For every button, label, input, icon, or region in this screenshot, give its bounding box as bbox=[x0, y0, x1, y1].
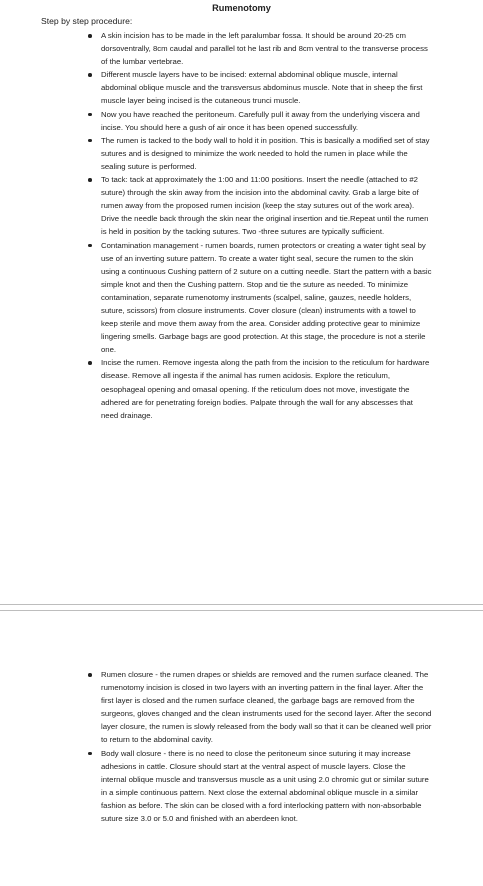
procedure-step bbox=[101, 173, 432, 238]
bullet-icon bbox=[88, 752, 92, 756]
procedure-subheading: Step by step procedure: bbox=[41, 16, 133, 26]
procedure-step bbox=[101, 29, 432, 68]
procedure-step bbox=[101, 747, 432, 826]
bullet-icon bbox=[88, 113, 92, 117]
procedure-step bbox=[101, 134, 432, 173]
bullet-icon bbox=[88, 34, 92, 38]
procedure-step-text: Contamination management - rumen boards, rumen protectors or creating a water tight seal by use of an inverting suture pattern. To create a water tight seal, secure the rumen to the skin using a continuous Cushing pattern of 2 suture on a cutting needle. Start the pattern with a basic simple knot and then the Cushing pattern. Stop and tie the suture as needed. To minimize contamination, separate rumenotomy instruments (scalpel, saline, gauzes, needle holders, suture, scissors) from closure instruments. Cover closure (clean) instruments with a towel to keep sterile and move them away from the area. Consider adding protective gear to minimize lingering smells. Garbage bags are good protection. At this stage, the procedure is not a sterile one. bbox=[101, 240, 432, 355]
procedure-step-text: Different muscle layers have to be incised: external abdominal oblique muscle, internal abdominal oblique muscle and the transversus abdominus muscle. Note that in sheep the first muscle layer being incised is the cutaneous trunci muscle. bbox=[101, 70, 423, 106]
procedure-step-text: Now you have reached the peritoneum. Carefully pull it away from the underlying viscera and incise. You should here a gush of air once it has been opened successfully. bbox=[101, 109, 420, 132]
bullet-icon bbox=[88, 361, 92, 365]
procedure-step bbox=[101, 68, 432, 107]
bullet-icon bbox=[88, 139, 92, 143]
bullet-icon bbox=[88, 73, 92, 77]
procedure-step-text: The rumen is tacked to the body wall to hold it in position. This is basically a modified set of stay sutures and is designed to minimize the work needed to hold the rumen in place while the sealing suture is performed. bbox=[101, 135, 430, 171]
procedure-step-text: Body wall closure - there is no need to close the peritoneum since suturing it may increase adhesions in cattle. Closure should start at the ventral aspect of muscle layers. Close the internal oblique muscle and transversus muscle as a unit using 2.0 chromic gut or similar suture in a simple continuous pattern. Next close the external abdominal oblique muscle in a similar fashion as before. The skin can be closed with a ford interlocking pattern with non-absorbable suture size 3.0 or 5.0 and finished with an aberdeen knot. bbox=[101, 748, 429, 824]
procedure-step-list bbox=[0, 29, 432, 422]
procedure-step bbox=[101, 108, 432, 134]
procedure-step bbox=[101, 668, 432, 747]
procedure-step bbox=[101, 356, 432, 421]
document-title: Rumenotomy bbox=[212, 3, 271, 13]
procedure-step bbox=[101, 239, 432, 357]
procedure-step-list-continued bbox=[0, 668, 432, 825]
bullet-icon bbox=[88, 244, 92, 248]
procedure-step-text: To tack: tack at approximately the 1:00 and 11:00 positions. Insert the needle (attached to #2 suture) through the skin away from the incision into the abdominal cavity. Grab a large bite of rumen away from the proposed rumen incision (keep the stay sutures out of the work area). Drive the needle back through the skin near the original insertion and tie.Repeat until the rumen is held in position by the tacking sutures. Two -three sutures are typically sufficient. bbox=[101, 175, 429, 237]
bullet-icon bbox=[88, 673, 92, 677]
procedure-step-text: A skin incision has to be made in the left paralumbar fossa. It should be around 20-25 cm dorsoventrally, 8cm caudal and parallel tot he last rib and 8cm ventral to the transverse process of the lumbar vertebrae. bbox=[101, 31, 428, 67]
document-page-2 bbox=[0, 610, 483, 886]
procedure-step-text: Incise the rumen. Remove ingesta along the path from the incision to the reticulum for hardware disease. Remove all ingesta if the animal has rumen acidosis. Explore the reticulum, oesophageal opening and omasal opening. If the reticulum does not move, investigate the adhered are for penetrating foreign bodies. Palpate through the wall for any abscesses that need drainage. bbox=[101, 358, 430, 420]
procedure-step-text: Rumen closure - the rumen drapes or shields are removed and the rumen surface cleaned. The rumenotomy incision is closed in two layers with an inverting pattern in the final layer. After the first layer is closed and the rumen surface cleaned, the garbage bags are removed from the surgeons, gloves changed and the clean instruments used for the second layer. After the second layer closure, the rumen is slowly released from the body wall so that it can be cleaned well prior to return to the abdominal cavity. bbox=[101, 670, 432, 745]
bullet-icon bbox=[88, 178, 92, 182]
